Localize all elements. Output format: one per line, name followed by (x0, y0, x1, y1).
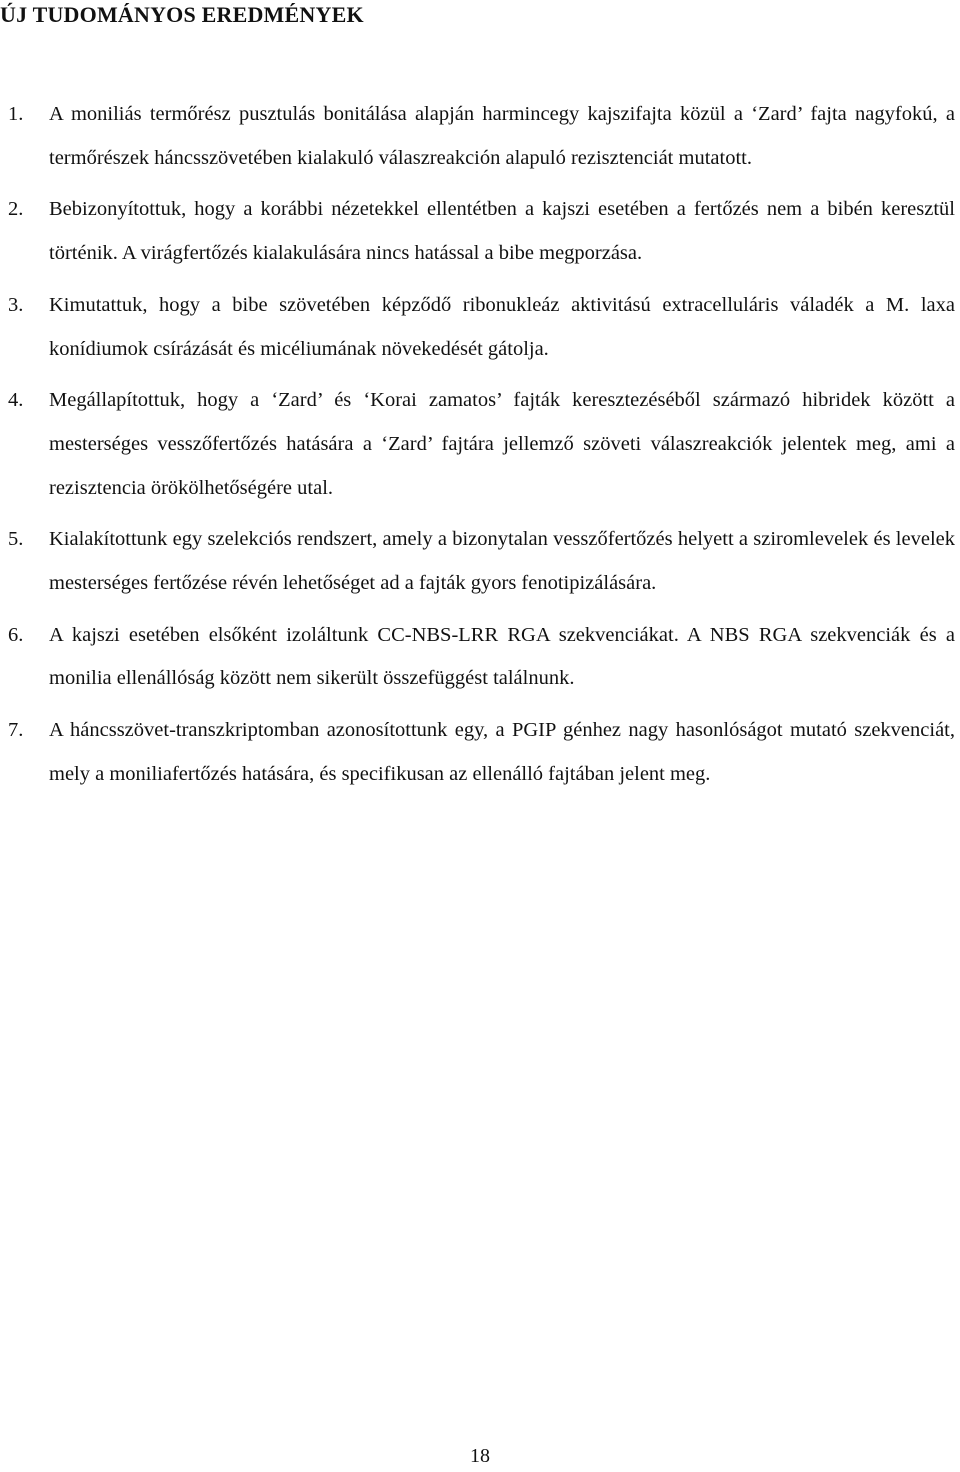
findings-list (0, 93, 955, 805)
finding-number: 7. (8, 719, 24, 742)
finding-number: 4. (8, 389, 24, 412)
finding-text: A háncsszövet-transzkriptomban azonosítottunk egy, a PGIP génhez nagy hasonlóságot mutató szekvenciát, mely a moniliafertőzés hatására, és specifikusan az ellenálló fajtában jelent meg. (49, 719, 955, 785)
finding-number: 5. (8, 528, 24, 551)
finding-number: 6. (8, 623, 24, 646)
page-number: 18 (470, 1445, 490, 1467)
finding-text: Bebizonyítottuk, hogy a korábbi nézetekkel ellentétben a kajszi esetében a fertőzés nem a bibén keresztül történik. A virágfertőzés kialakulására nincs hatással a bibe megporzása. (49, 198, 955, 265)
finding-item-2 (0, 188, 955, 275)
finding-item-3 (0, 284, 955, 371)
finding-text: A moniliás termőrész pusztulás bonitálása alapján harmincegy kajszifajta közül a ‘Zard’ fajta nagyfokú, a termőrészek háncsszövetében kialakuló válaszreakción alapuló rezisztenciát mutatott. (49, 103, 955, 169)
finding-text: Kialakítottunk egy szelekciós rendszert, amely a bizonytalan vesszőfertőzés helyett a sziromlevelek és levelek mesterséges fertőzése révén lehetőséget ad a fajták gyors fenotipizálására. (49, 528, 955, 595)
finding-text: Kimutattuk, hogy a bibe szövetében képződő ribonukleáz aktivitású extracelluláris váladék a M. laxa konídiumok csírázását és micéliumának növekedését gátolja. (49, 293, 955, 360)
finding-item-7 (0, 709, 955, 796)
page-heading: ÚJ TUDOMÁNYOS EREDMÉNYEK (0, 2, 364, 27)
finding-number: 3. (8, 293, 24, 316)
finding-text: A kajszi esetében elsőként izoláltunk CC-NBS-LRR RGA szekvenciákat. A NBS RGA szekvenciák és a monilia ellenállóság között nem sikerült összefüggést találnunk. (49, 623, 955, 690)
finding-item-6 (0, 614, 955, 701)
finding-number: 2. (8, 198, 24, 221)
finding-number: 1. (8, 103, 24, 125)
finding-item-4 (0, 379, 955, 510)
finding-text: Megállapítottuk, hogy a ‘Zard’ és ‘Korai zamatos’ fajták keresztezéséből származó hibridek között a mesterséges vesszőfertőzés hatására a ‘Zard’ fajtára jellemző szöveti válaszreakciók jelentek meg, ami a rezisztencia örökölhetőségére utal. (49, 389, 955, 499)
finding-item-1 (0, 93, 955, 180)
finding-item-5 (0, 518, 955, 605)
